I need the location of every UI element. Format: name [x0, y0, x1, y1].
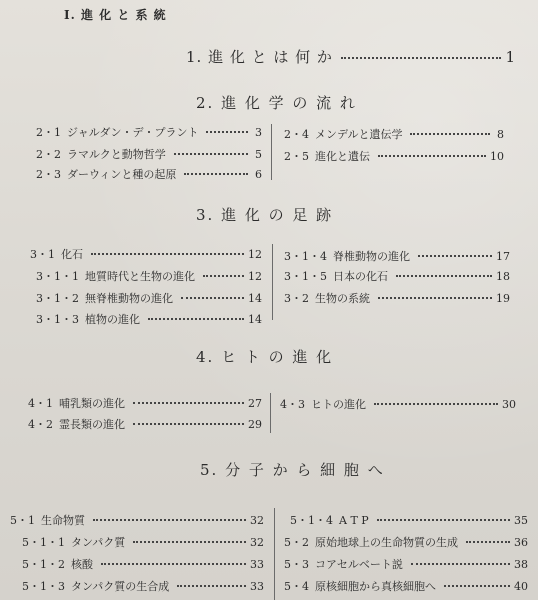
dot-leader	[184, 173, 248, 175]
toc-entry	[28, 395, 262, 411]
section-title: 2. 進 化 学 の 流 れ	[196, 94, 357, 112]
section-title: 5. 分 子 か ら 細 胞 へ	[200, 461, 385, 479]
column-divider	[270, 393, 271, 433]
dot-leader	[377, 519, 510, 521]
entry-number: 5・1・1	[22, 536, 65, 549]
section-title: 1. 進 化 と は 何 か	[186, 48, 333, 66]
dot-leader	[341, 57, 502, 59]
toc-entry	[10, 512, 264, 528]
toc-entry	[22, 556, 264, 572]
part-title: I. 進 化 と 系 統	[64, 8, 167, 22]
dot-leader	[93, 519, 246, 521]
entry-label: 日本の化石	[333, 270, 388, 283]
toc-entry	[284, 578, 528, 594]
page-number: 33	[250, 580, 264, 593]
page-number: 18	[496, 270, 510, 283]
toc-entry	[28, 416, 262, 432]
entry-label: 生命物質	[41, 514, 85, 527]
page-number: 1	[505, 48, 516, 66]
dot-leader	[174, 153, 248, 155]
page-number: 6	[255, 168, 262, 181]
toc-entry	[36, 268, 262, 284]
page-number: 14	[248, 292, 262, 305]
dot-leader	[418, 255, 492, 257]
page-number: 40	[514, 580, 528, 593]
dot-leader	[148, 318, 244, 320]
toc-entry	[30, 246, 262, 262]
page-number: 35	[514, 514, 528, 527]
page-number: 32	[250, 536, 264, 549]
entry-number: 2・4	[284, 128, 309, 141]
entry-label: 原始地球上の生命物質の生成	[315, 536, 458, 549]
entry-number: 3・2	[284, 292, 309, 305]
entry-label: 核酸	[71, 558, 93, 571]
page-number: 8	[497, 128, 504, 141]
page-number: 33	[250, 558, 264, 571]
entry-number: 3・1・1	[36, 270, 79, 283]
page-number: 10	[490, 150, 504, 163]
page-number: 30	[502, 398, 516, 411]
dot-leader	[411, 563, 510, 565]
entry-number: 3・1・4	[284, 250, 327, 263]
entry-number: 2・3	[36, 168, 61, 181]
entry-number: 2・1	[36, 126, 61, 139]
entry-number: 3・1・2	[36, 292, 79, 305]
dot-leader	[466, 541, 510, 543]
entry-number: 2・2	[36, 148, 61, 161]
toc-entry	[22, 578, 264, 594]
dot-leader	[133, 541, 246, 543]
entry-number: 5・1・3	[22, 580, 65, 593]
toc-entry	[284, 268, 510, 284]
page-number: 17	[496, 250, 510, 263]
dot-leader	[181, 297, 244, 299]
section-title: 4. ヒ ト の 進 化	[196, 348, 334, 366]
entry-number: 3・1・3	[36, 313, 79, 326]
toc-entry	[284, 290, 510, 306]
entry-number: 5・4	[284, 580, 309, 593]
entry-number: 5・1・4	[290, 514, 333, 527]
toc-entry	[22, 534, 264, 550]
toc-entry	[36, 146, 262, 162]
toc-entry	[284, 148, 504, 164]
section-title: 3. 進 化 の 足 跡	[196, 206, 334, 224]
dot-leader	[206, 131, 248, 133]
toc-entry	[280, 396, 516, 412]
dot-leader	[396, 275, 492, 277]
dot-leader	[378, 155, 486, 157]
entry-label: ヒトの進化	[311, 398, 366, 411]
entry-label: タンパク質	[71, 536, 126, 549]
entry-label: 原核細胞から真核細胞へ	[315, 580, 436, 593]
dot-leader	[101, 563, 246, 565]
dot-leader	[91, 253, 244, 255]
page-number: 29	[248, 418, 262, 431]
column-divider	[274, 508, 275, 600]
entry-number: 5・1	[10, 514, 35, 527]
toc-entry	[36, 124, 262, 140]
dot-leader	[177, 585, 246, 587]
entry-label: メンデルと遺伝学	[315, 128, 403, 141]
entry-label: 地質時代と生物の進化	[85, 270, 195, 283]
entry-number: 5・1・2	[22, 558, 65, 571]
entry-label: ジャルダン・デ・プラント	[67, 126, 199, 139]
dot-leader	[133, 423, 244, 425]
entry-label: 脊椎動物の進化	[333, 250, 410, 263]
dot-leader	[374, 403, 498, 405]
page-number: 12	[248, 270, 262, 283]
entry-label: 進化と遺伝	[315, 150, 370, 163]
page-number: 38	[514, 558, 528, 571]
entry-label: 植物の進化	[85, 313, 140, 326]
column-divider	[272, 244, 273, 320]
dot-leader	[444, 585, 510, 587]
entry-label: ラマルクと動物哲学	[67, 148, 166, 161]
dot-leader	[378, 297, 492, 299]
entry-number: 4・1	[28, 397, 53, 410]
dot-leader	[133, 402, 244, 404]
page-number: 5	[255, 148, 262, 161]
page-number: 12	[248, 248, 262, 261]
entry-number: 5・3	[284, 558, 309, 571]
toc-entry	[284, 556, 528, 572]
entry-label: 生物の系統	[315, 292, 370, 305]
toc-entry	[290, 512, 528, 528]
page-number: 27	[248, 397, 262, 410]
page-number: 19	[496, 292, 510, 305]
entry-label: コアセルベート説	[315, 558, 403, 571]
entry-number: 3・1・5	[284, 270, 327, 283]
page-number: 14	[248, 313, 262, 326]
page-number: 36	[514, 536, 528, 549]
section-1-entry	[186, 46, 516, 67]
entry-number: 5・2	[284, 536, 309, 549]
entry-number: 3・1	[30, 248, 55, 261]
toc-entry	[36, 166, 262, 182]
column-divider	[271, 124, 272, 180]
entry-label: 霊長類の進化	[59, 418, 125, 431]
page-number: 3	[255, 126, 262, 139]
toc-entry	[36, 311, 262, 327]
toc-entry	[284, 126, 504, 142]
entry-label: 化石	[61, 248, 83, 261]
toc-entry	[284, 248, 510, 264]
entry-number: 4・3	[280, 398, 305, 411]
entry-label: 哺乳類の進化	[59, 397, 125, 410]
entry-label: A T P	[339, 514, 369, 527]
toc-entry	[284, 534, 528, 550]
entry-label: タンパク質の生合成	[71, 580, 170, 593]
entry-number: 4・2	[28, 418, 53, 431]
entry-label: ダーウィンと種の起原	[67, 168, 177, 181]
entry-number: 2・5	[284, 150, 309, 163]
page-number: 32	[250, 514, 264, 527]
dot-leader	[203, 275, 244, 277]
dot-leader	[410, 133, 490, 135]
entry-label: 無脊椎動物の進化	[85, 292, 173, 305]
toc-entry	[36, 290, 262, 306]
